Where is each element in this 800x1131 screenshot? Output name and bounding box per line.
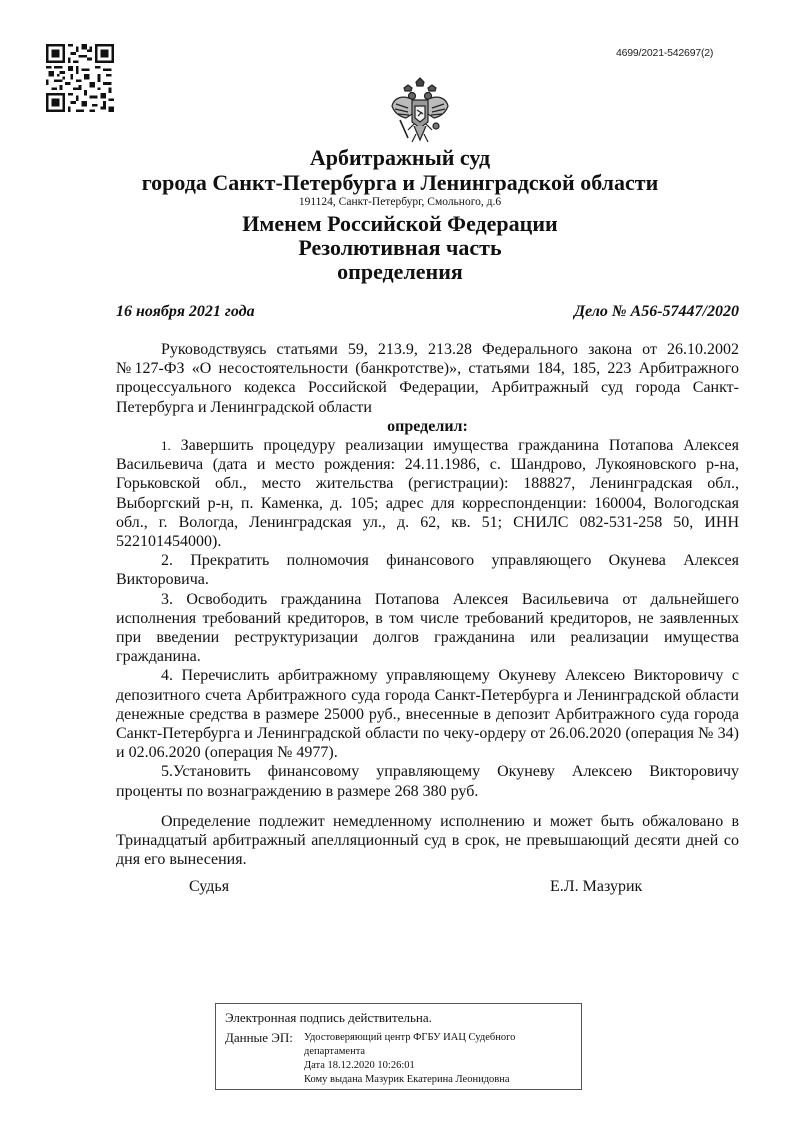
ruling-item-text: Освободить гражданина Потапова Алексея Васильевича от дальнейшего исполнения требований кредиторов, в том числе требований кредиторов, не заявленных при введении реструктуризации долгов гражданина или реализации имущества гражданина. [116, 590, 739, 666]
document-type-line1: Резолютивная часть [298, 235, 502, 260]
in-the-name-heading: Именем Российской Федерации [242, 211, 558, 236]
ruling-item-number: 2. [161, 552, 173, 570]
document-body [116, 340, 739, 801]
ruling-item-number: 5. [161, 763, 173, 781]
court-name-line2: города Санкт-Петербурга и Ленинградской области [141, 170, 659, 195]
ruling-item-text: Перечислить арбитражному управляющему Окуневу Алексею Викторовичу с депозитного счета Арбитражного суда города Санкт-Петербурга и Ленинградской области денежные средства в размере 25000 руб., внесенные в депозит Арбитражного суда города Санкт-Петербурга и Ленинградской области по чеку-ордеру от 26.06.2020 (операция № 34) и 02.06.2020 (операция № 4977). [116, 667, 739, 762]
ruling-item-3 [116, 590, 739, 667]
document-number: 4699/2021-542697(2) [616, 47, 714, 59]
ruling-item-text: Установить финансовому управляющему Окуневу Алексею Викторовичу проценты по вознаграждению в размере 268 380 руб. [116, 763, 739, 800]
appeal-notice [116, 812, 739, 870]
document-type-line2: определения [337, 259, 463, 284]
court-name-line1: Арбитражный суд [309, 145, 491, 170]
ruling-item-4 [116, 666, 739, 762]
judge-name: Е.Л. Мазурик [550, 878, 643, 895]
court-address: 191124, Санкт-Петербург, Смольного, д.6 [298, 196, 502, 208]
russian-coat-of-arms-icon [388, 76, 452, 146]
ruling-item-number: 4. [161, 667, 173, 685]
signature-data-label: Данные ЭП: [225, 1030, 293, 1045]
decision-date: 16 ноября 2021 года [116, 303, 255, 320]
signature-issuer-line1: Удостоверяющий центр ФГБУ ИАЦ Судебного [304, 1032, 516, 1043]
signature-issuer-line2: департамента [304, 1046, 366, 1057]
ruling-item-5 [116, 762, 739, 800]
judge-label: Судья [189, 878, 230, 895]
signature-status: Электронная подпись действительна. [225, 1010, 432, 1025]
ruling-item-number: 1. [161, 438, 171, 454]
case-number: Дело № А56-57447/2020 [574, 303, 739, 320]
ruling-item-number: 3. [161, 590, 173, 608]
signature-issued-to: Кому выдана Мазурик Екатерина Леонидовна [304, 1074, 510, 1085]
appeal-paragraph: Определение подлежит немедленному исполнению и может быть обжаловано в Тринадцатый арбитражный апелляционный суд в срок, не превышающий десяти дней со дня его вынесения. [116, 813, 739, 869]
ruling-item-text: Прекратить полномочия финансового управляющего Окунева Алексея Викторовича. [116, 552, 739, 589]
date-case-row [116, 303, 739, 321]
ruling-item-text: Завершить процедуру реализации имущества гражданина Потапова Алексея Васильевича (дата и место рождения: 24.11.1986, с. Шандрово, Лукояновского р-на, Горьковской обл., место жительства (регистрации): 188827, Ленинградская обл., Выборгский р-н, п. Каменка, д. 105; адрес для корреспонденции: 160004, Вологодская обл., г. Вологда, Ленинградская ул., д. 62, кв. 51; СНИЛС 082-531-258 50, ИНН 522101454000). [116, 437, 740, 551]
signature-date: Дата 18.12.2020 10:26:01 [304, 1060, 415, 1071]
electronic-signature-box [215, 1003, 582, 1090]
preamble-paragraph: Руководствуясь статьями 59, 213.9, 213.28 Федерального закона от 26.10.2002 №127-ФЗ «О несостоятельности (банкротстве)», статьями 184, 185, 223 Арбитражного процессуального кодекса Российской Федерации, Арбитражный суд города Санкт-Петербурга и Ленинградской области [116, 341, 739, 416]
signature-details [304, 1031, 515, 1087]
decided-heading: определил: [387, 417, 468, 435]
qr-code-icon [46, 44, 114, 112]
ruling-item-1 [116, 436, 739, 551]
ruling-item-2 [116, 551, 739, 589]
